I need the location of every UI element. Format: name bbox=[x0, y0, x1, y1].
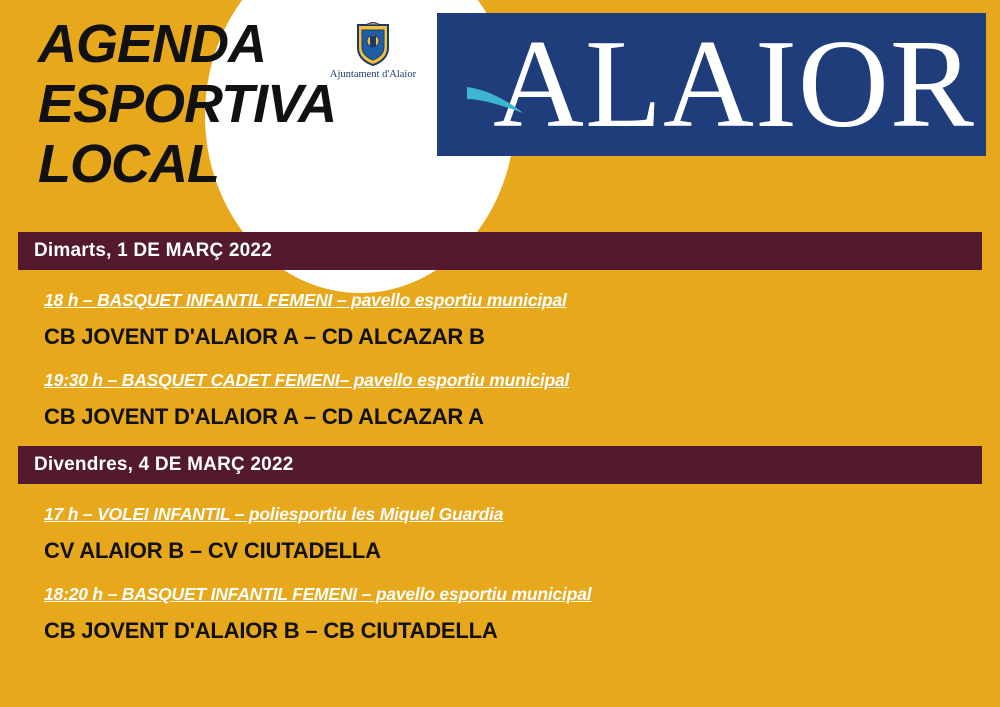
event-item bbox=[0, 370, 1000, 430]
municipality-caption: Ajuntament d'Alaior bbox=[329, 69, 417, 80]
municipality-logo bbox=[318, 22, 428, 80]
event-item bbox=[0, 504, 1000, 564]
page-title-line-1: AGENDA bbox=[38, 14, 267, 74]
alaior-banner bbox=[437, 13, 986, 156]
event-teams: CB JOVENT D'ALAIOR A – CD ALCAZAR B bbox=[44, 324, 485, 349]
event-teams: CV ALAIOR B – CV CIUTADELLA bbox=[44, 538, 381, 563]
alaior-wordmark: ALAIOR bbox=[493, 15, 975, 154]
event-item bbox=[0, 584, 1000, 644]
poster-header bbox=[0, 0, 1000, 232]
event-teams: CB JOVENT D'ALAIOR A – CD ALCAZAR A bbox=[44, 404, 484, 429]
page-title-line-3: LOCAL bbox=[38, 134, 219, 194]
day-header: Dimarts, 1 DE MARÇ 2022 bbox=[18, 232, 982, 270]
swoosh-icon bbox=[465, 83, 527, 117]
event-teams: CB JOVENT D'ALAIOR B – CB CIUTADELLA bbox=[44, 618, 498, 643]
event-info: 18:20 h – BASQUET INFANTIL FEMENI – pavello esportiu municipal bbox=[44, 584, 592, 604]
event-info: 19:30 h – BASQUET CADET FEMENI– pavello esportiu municipal bbox=[44, 370, 570, 390]
event-item bbox=[0, 290, 1000, 350]
day-header: Divendres, 4 DE MARÇ 2022 bbox=[18, 446, 982, 484]
page-title-line-2: ESPORTIVA bbox=[38, 74, 337, 134]
coat-of-arms-icon bbox=[356, 22, 390, 66]
event-info: 18 h – BASQUET INFANTIL FEMENI – pavello esportiu municipal bbox=[44, 290, 567, 310]
event-info: 17 h – VOLEI INFANTIL – poliesportiu les Miquel Guardia bbox=[44, 504, 504, 524]
agenda-list bbox=[0, 232, 1000, 644]
section-spacer bbox=[0, 430, 1000, 446]
